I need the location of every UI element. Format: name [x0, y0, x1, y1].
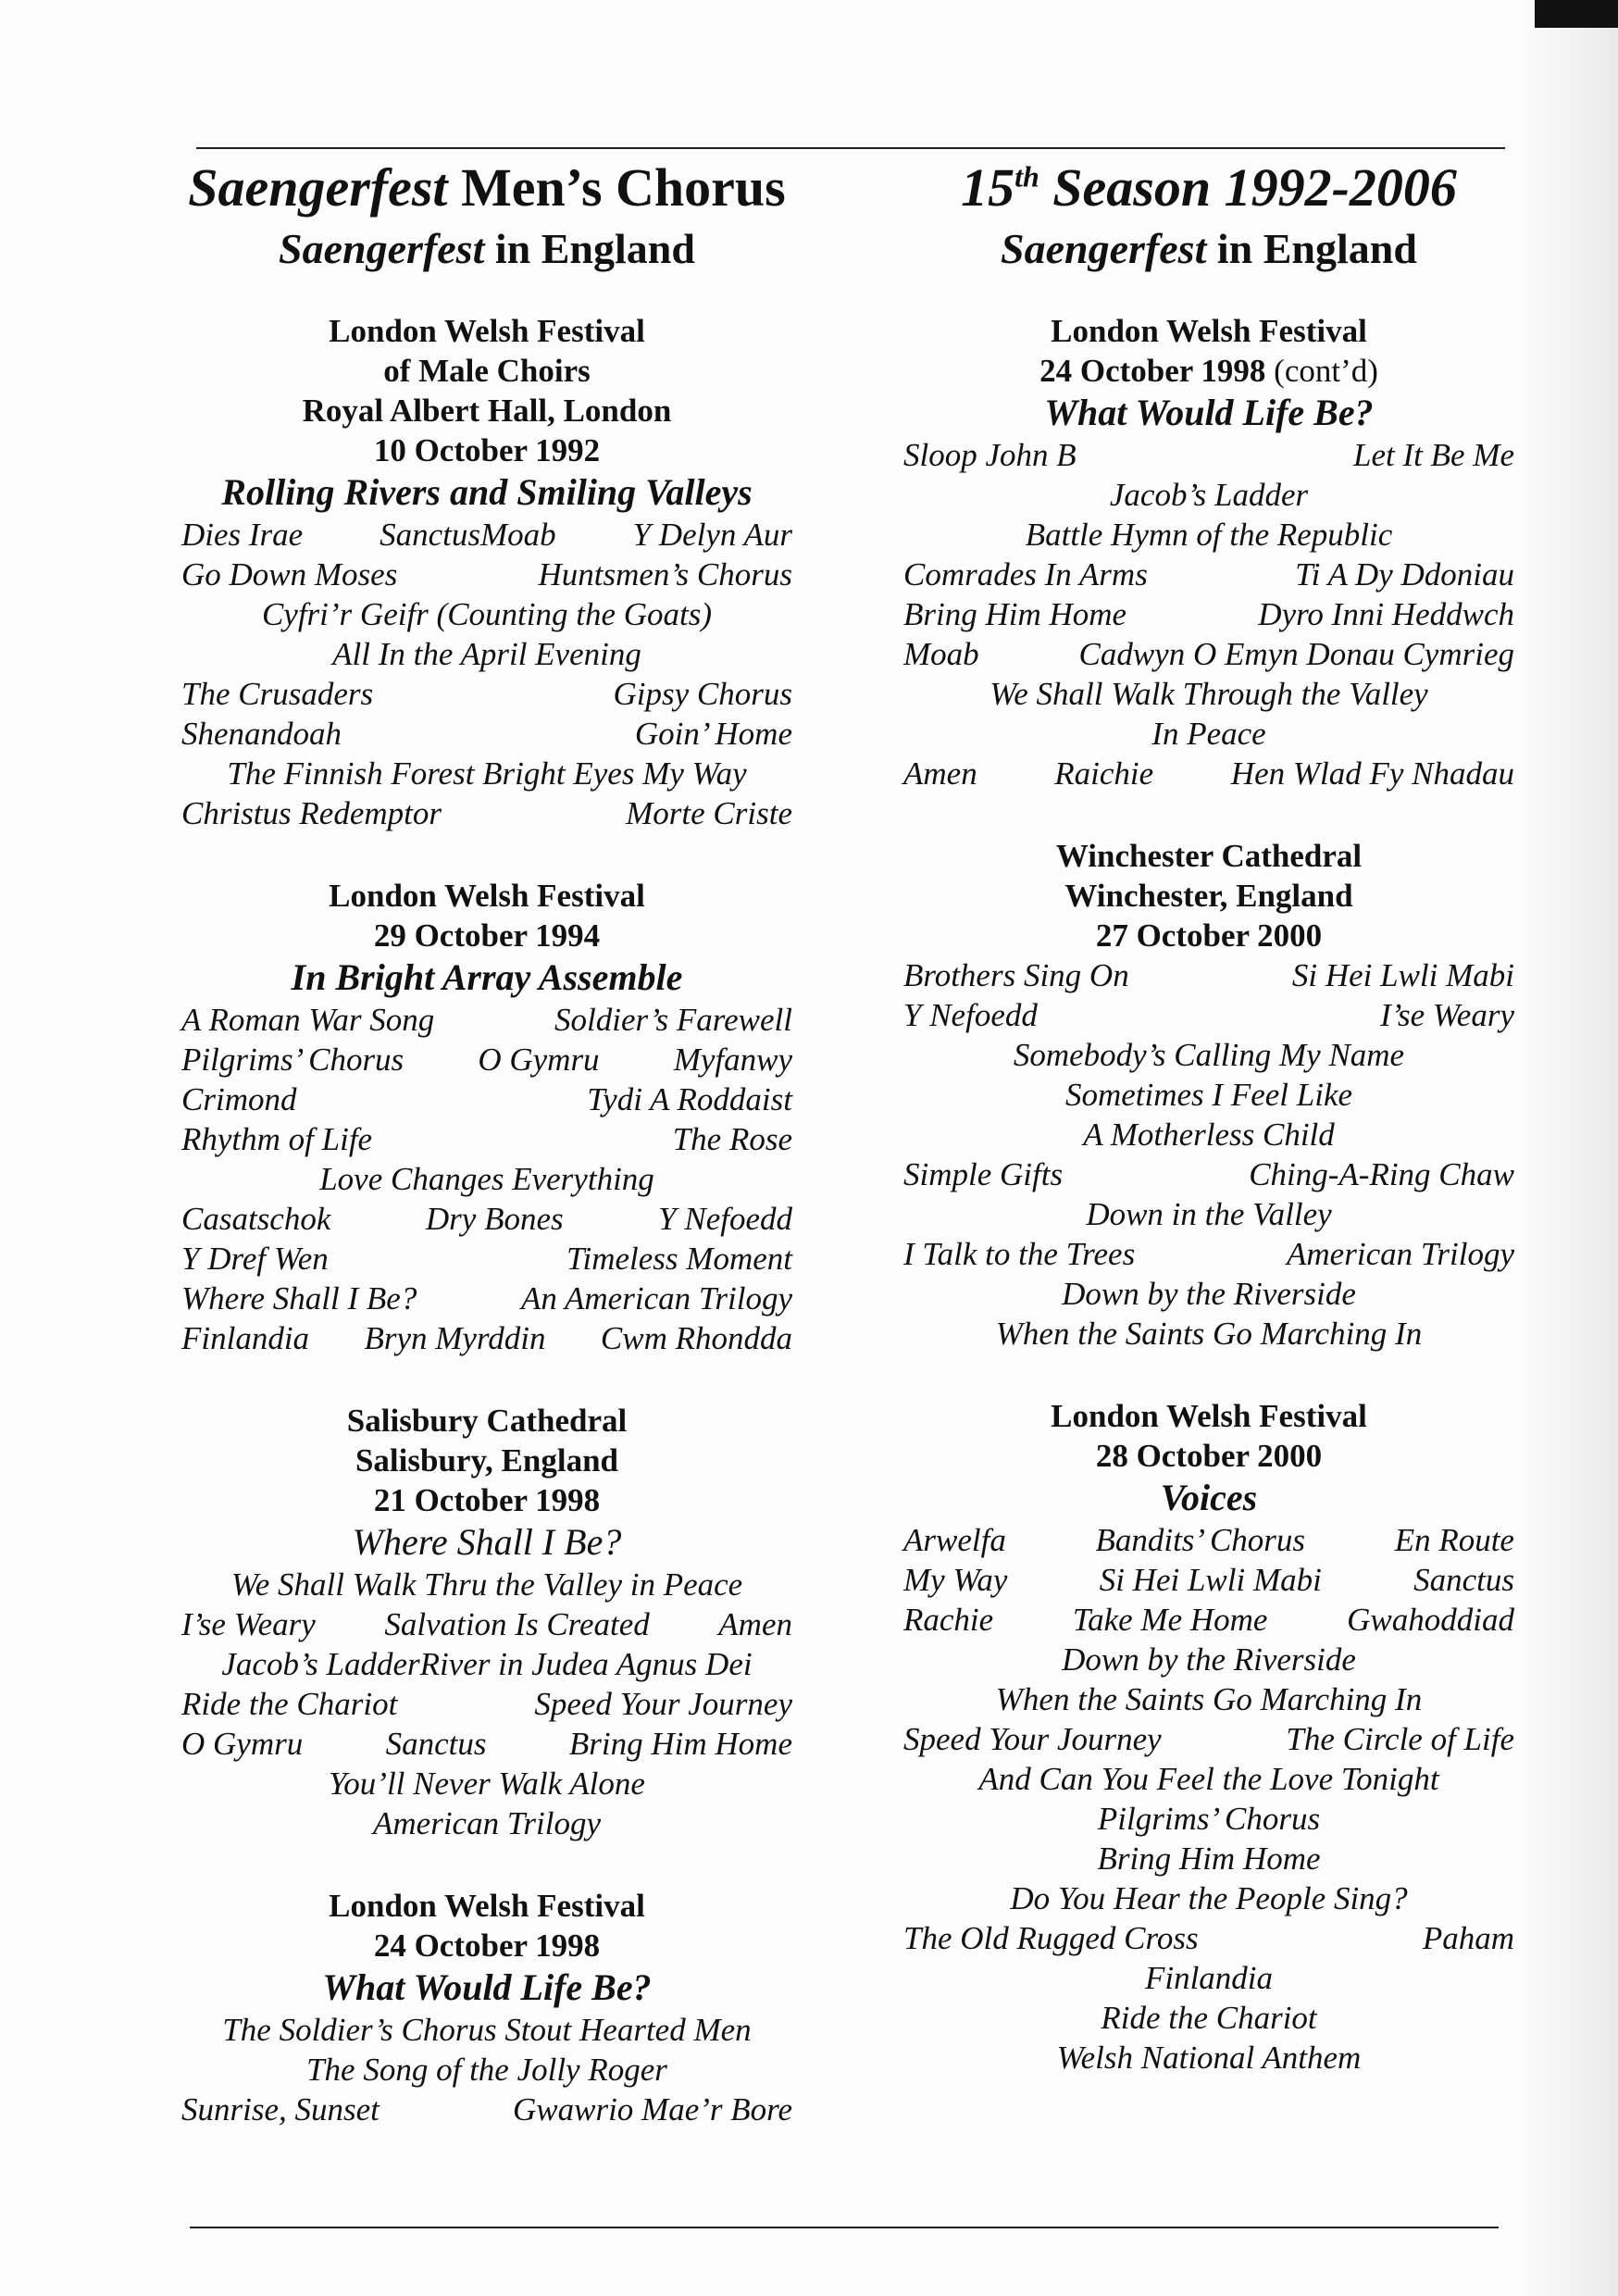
song-row [903, 1918, 1514, 1958]
song-title: Sometimes I Feel Like [1064, 1077, 1353, 1113]
song-title: Sanctus [1413, 1562, 1514, 1598]
song-row [903, 1520, 1514, 1560]
song-title: Bryn Myrddin [364, 1320, 546, 1356]
song-row [181, 2010, 792, 2050]
song-title: Speed Your Journey [534, 1686, 792, 1722]
page-edge [1516, 0, 1618, 2296]
event-info-line: Winchester, England [1064, 878, 1353, 914]
song-title: O Gymru [181, 1726, 304, 1762]
song-title: We Shall Walk Through the Valley [989, 676, 1428, 712]
song-title: I’se Weary [1380, 997, 1514, 1033]
event-info-line: 28 October 2000 [1095, 1438, 1323, 1474]
song-row [181, 1684, 792, 1724]
program-title: What Would Life Be? [322, 1966, 652, 2008]
song-title: We Shall Walk Thru the Valley in Peace [230, 1566, 743, 1603]
song-row [903, 1958, 1514, 1998]
song-title: When the Saints Go Marching In [995, 1316, 1423, 1352]
song-title: Si Hei Lwli Mabi [1291, 957, 1514, 993]
song-title: Down by the Riverside [1062, 1276, 1356, 1312]
song-row [903, 1075, 1514, 1115]
song-row [903, 1998, 1514, 2038]
song-row [181, 2090, 792, 2129]
song-row [181, 1079, 792, 1119]
event-block [181, 1886, 792, 2129]
song-title: A Roman War Song [181, 1002, 435, 1038]
song-title: You’ll Never Walk Alone [329, 1766, 645, 1802]
song-title: Dry Bones [425, 1201, 564, 1237]
left-heading [181, 154, 792, 222]
event-info-line: 29 October 1994 [373, 917, 601, 954]
song-title: American Trilogy [1287, 1236, 1514, 1272]
song-title: The Crusaders [181, 676, 374, 712]
event-info-line: 21 October 1998 [373, 1482, 601, 1518]
song-title: Cyfri’r Geifr (Counting the Goats) [261, 596, 713, 632]
song-title: Ti A Dy Ddoniau [1295, 556, 1514, 593]
right-heading [903, 154, 1514, 222]
song-title: Ride the Chariot [1101, 2000, 1317, 2036]
song-title: When the Saints Go Marching In [995, 1681, 1423, 1717]
song-row [903, 475, 1514, 515]
song-title: Cadwyn O Emyn Donau Cymrieg [1078, 636, 1514, 672]
song-title: Arwelfa [903, 1522, 1006, 1558]
event-info-line: of Male Choirs [383, 353, 591, 389]
event-block [181, 876, 792, 1358]
song-row [903, 1194, 1514, 1234]
right-subheading-rest: in England [1206, 225, 1417, 272]
song-title: Down in the Valley [1086, 1196, 1332, 1232]
song-row [903, 634, 1514, 674]
song-title: Bring Him Home [903, 596, 1127, 632]
song-title: Ching-A-Ring Chaw [1249, 1156, 1514, 1192]
song-title: Simple Gifts [903, 1156, 1064, 1192]
left-subheading-italic: Saengerfest [279, 225, 485, 272]
song-title: Salvation Is Created [384, 1606, 650, 1642]
right-subheading [903, 222, 1514, 276]
song-title: Amen [718, 1606, 792, 1642]
event-info-line: London Welsh Festival [329, 878, 645, 914]
song-title: Goin’ Home [634, 716, 792, 752]
song-row [181, 1040, 792, 1079]
event-info-line: London Welsh Festival [329, 1888, 645, 1924]
event-info-line: 27 October 2000 [1095, 917, 1323, 954]
song-row [181, 714, 792, 754]
event-info-line: 24 October 1998 [373, 1928, 601, 1964]
song-row [903, 1679, 1514, 1719]
song-row [181, 1159, 792, 1199]
song-title: Timeless Moment [566, 1241, 792, 1277]
song-title: The Finnish Forest Bright Eyes My Way [227, 755, 747, 792]
song-row [903, 2038, 1514, 2078]
song-title: Comrades In Arms [903, 556, 1148, 593]
song-row [181, 1199, 792, 1239]
song-title: And Can You Feel the Love Tonight [978, 1761, 1439, 1797]
event-info-line: Royal Albert Hall, London [302, 393, 672, 429]
program-title: Where Shall I Be? [352, 1521, 622, 1563]
left-event-list [181, 311, 792, 2129]
song-title: Morte Criste [626, 795, 792, 831]
song-title: Finlandia [181, 1320, 310, 1356]
song-title: Casatschok [181, 1201, 331, 1237]
left-heading-italic: Saengerfest [188, 157, 448, 218]
song-title: Rachie [903, 1602, 994, 1638]
song-title: Gwawrio Mae’r Bore [512, 2091, 792, 2128]
song-title: Down by the Riverside [1062, 1641, 1356, 1678]
song-title: Y Nefoedd [903, 997, 1038, 1033]
song-title: The Rose [672, 1121, 792, 1157]
song-title: Pilgrims’ Chorus [1097, 1801, 1321, 1837]
scan-corner [1535, 0, 1618, 28]
song-title: Paham [1422, 1920, 1514, 1956]
top-rule [196, 147, 1505, 149]
song-row [181, 1604, 792, 1644]
program-title: Rolling Rivers and Smiling Valleys [221, 471, 753, 513]
song-row [903, 1154, 1514, 1194]
song-title: A Motherless Child [1083, 1117, 1335, 1153]
event-info-line: London Welsh Festival [1051, 1398, 1367, 1434]
song-title: Sunrise, Sunset [181, 2091, 380, 2128]
program-title: In Bright Array Assemble [291, 956, 683, 998]
event-info-line: London Welsh Festival [329, 313, 645, 349]
event-block [903, 1396, 1514, 2078]
song-row [181, 634, 792, 674]
season-title: Season 1992-2006 [1039, 157, 1457, 218]
event-info-line: Salisbury, England [355, 1442, 619, 1479]
song-row [903, 515, 1514, 555]
song-row [181, 515, 792, 555]
song-row [181, 1239, 792, 1279]
event-info-line: 10 October 1992 [373, 432, 601, 468]
song-row [903, 714, 1514, 754]
song-row [903, 1759, 1514, 1799]
song-row [181, 1565, 792, 1604]
song-row [903, 1600, 1514, 1640]
song-title: Soldier’s Farewell [554, 1002, 792, 1038]
song-row [903, 1314, 1514, 1354]
song-title: I’se Weary [181, 1606, 316, 1642]
event-block [181, 311, 792, 833]
song-title: Y Delyn Aur [632, 517, 792, 553]
song-title: Moab [903, 636, 979, 672]
program-title: What Would Life Be? [1044, 392, 1374, 433]
song-title: Raichie [1054, 755, 1154, 792]
right-subheading-italic: Saengerfest [1001, 225, 1207, 272]
song-row [903, 1640, 1514, 1679]
song-row [181, 1119, 792, 1159]
song-row [181, 1279, 792, 1318]
event-date-note: (cont’d) [1265, 353, 1378, 389]
song-row [903, 1234, 1514, 1274]
song-row [181, 1803, 792, 1843]
bottom-rule [190, 2227, 1499, 2228]
song-row [181, 754, 792, 793]
song-row [181, 1644, 792, 1684]
event-info-line: Salisbury Cathedral [346, 1403, 628, 1439]
song-title: Love Changes Everything [319, 1161, 654, 1197]
song-row [181, 1764, 792, 1803]
song-title: Y Nefoedd [658, 1201, 792, 1237]
song-title: Crimond [181, 1081, 297, 1117]
event-info-line: Winchester Cathedral [1055, 838, 1363, 874]
song-title: Amen [903, 755, 977, 792]
song-row [903, 1274, 1514, 1314]
song-title: Battle Hymn of the Republic [1025, 517, 1393, 553]
right-column [903, 154, 1514, 2078]
song-title: Hen Wlad Fy Nhadau [1230, 755, 1514, 792]
song-title: Let It Be Me [1353, 437, 1514, 473]
song-title: Rhythm of Life [181, 1121, 373, 1157]
song-title: Take Me Home [1072, 1602, 1268, 1638]
song-title: Pilgrims’ Chorus [181, 1042, 404, 1078]
song-title: Si Hei Lwli Mabi [1099, 1562, 1322, 1598]
song-row [903, 594, 1514, 634]
song-title: I Talk to the Trees [903, 1236, 1136, 1272]
song-row [181, 1318, 792, 1358]
song-title: My Way [903, 1562, 1008, 1598]
song-title: American Trilogy [373, 1805, 601, 1841]
right-event-list [903, 311, 1514, 2078]
event-block [181, 1401, 792, 1843]
song-title: Bandits’ Chorus [1095, 1522, 1306, 1558]
song-title: Myfanwy [673, 1042, 792, 1078]
song-title: Go Down Moses [181, 556, 398, 593]
song-title: The Song of the Jolly Roger [306, 2052, 667, 2088]
season-number: 15 [961, 157, 1015, 218]
song-row [903, 754, 1514, 793]
event-date-line [903, 351, 1514, 391]
song-title: Tydi A Roddaist [587, 1081, 792, 1117]
song-title: Finlandia [1144, 1960, 1274, 1996]
song-title: The Soldier’s Chorus Stout Hearted Men [222, 2012, 752, 2048]
song-title: Dies Irae [181, 517, 304, 553]
song-title: Gipsy Chorus [613, 676, 792, 712]
song-title: In Peace [1151, 716, 1266, 752]
song-row [903, 995, 1514, 1035]
event-block [903, 836, 1514, 1354]
song-row [903, 955, 1514, 995]
song-title: The Circle of Life [1286, 1721, 1514, 1757]
song-row [181, 793, 792, 833]
song-title: Where Shall I Be? [181, 1280, 417, 1316]
song-row [181, 1000, 792, 1040]
song-title: Shenandoah [181, 716, 342, 752]
season-suffix: th [1014, 159, 1039, 193]
left-subheading [181, 222, 792, 276]
song-title: Ride the Chariot [181, 1686, 398, 1722]
left-heading-rest: Men’s Chorus [447, 157, 786, 218]
song-row [181, 2050, 792, 2090]
event-date: 24 October 1998 [1039, 353, 1266, 389]
song-title: Do You Hear the People Sing? [1010, 1880, 1408, 1916]
song-title: Somebody’s Calling My Name [1013, 1037, 1405, 1073]
song-title: Christus Redemptor [181, 795, 442, 831]
song-title: Jacob’s Ladder [1109, 477, 1309, 513]
song-row [181, 555, 792, 594]
event-block [903, 311, 1514, 793]
song-row [903, 435, 1514, 475]
song-title: SanctusMoab [380, 517, 556, 553]
song-row [903, 1878, 1514, 1918]
event-info-line: London Welsh Festival [1051, 313, 1367, 349]
left-subheading-rest: in England [484, 225, 695, 272]
song-title: An American Trilogy [521, 1280, 792, 1316]
song-title: Sanctus [385, 1726, 487, 1762]
song-row [903, 1839, 1514, 1878]
song-row [903, 1035, 1514, 1075]
song-title: Huntsmen’s Chorus [538, 556, 792, 593]
song-title: Welsh National Anthem [1056, 2040, 1362, 2076]
song-title: Sloop John B [903, 437, 1077, 473]
song-title: Dyro Inni Heddwch [1258, 596, 1514, 632]
song-title: Bring Him Home [1097, 1841, 1321, 1877]
song-row [181, 674, 792, 714]
song-row [903, 1115, 1514, 1154]
left-column [181, 154, 792, 2129]
song-row [903, 1799, 1514, 1839]
song-title: All In the April Evening [332, 636, 641, 672]
song-title: The Old Rugged Cross [903, 1920, 1199, 1956]
song-row [903, 555, 1514, 594]
song-title: Jacob’s LadderRiver in Judea Agnus Dei [221, 1646, 753, 1682]
song-title: En Route [1394, 1522, 1514, 1558]
song-title: Cwm Rhondda [600, 1320, 792, 1356]
song-title: Bring Him Home [568, 1726, 792, 1762]
song-row [903, 1719, 1514, 1759]
song-title: O Gymru [478, 1042, 600, 1078]
song-title: Gwahoddiad [1347, 1602, 1514, 1638]
song-row [181, 594, 792, 634]
song-row [903, 674, 1514, 714]
program-title: Voices [1160, 1477, 1258, 1518]
song-title: Speed Your Journey [903, 1721, 1162, 1757]
song-title: Y Dref Wen [181, 1241, 329, 1277]
song-row [903, 1560, 1514, 1600]
song-row [181, 1724, 792, 1764]
song-title: Brothers Sing On [903, 957, 1129, 993]
